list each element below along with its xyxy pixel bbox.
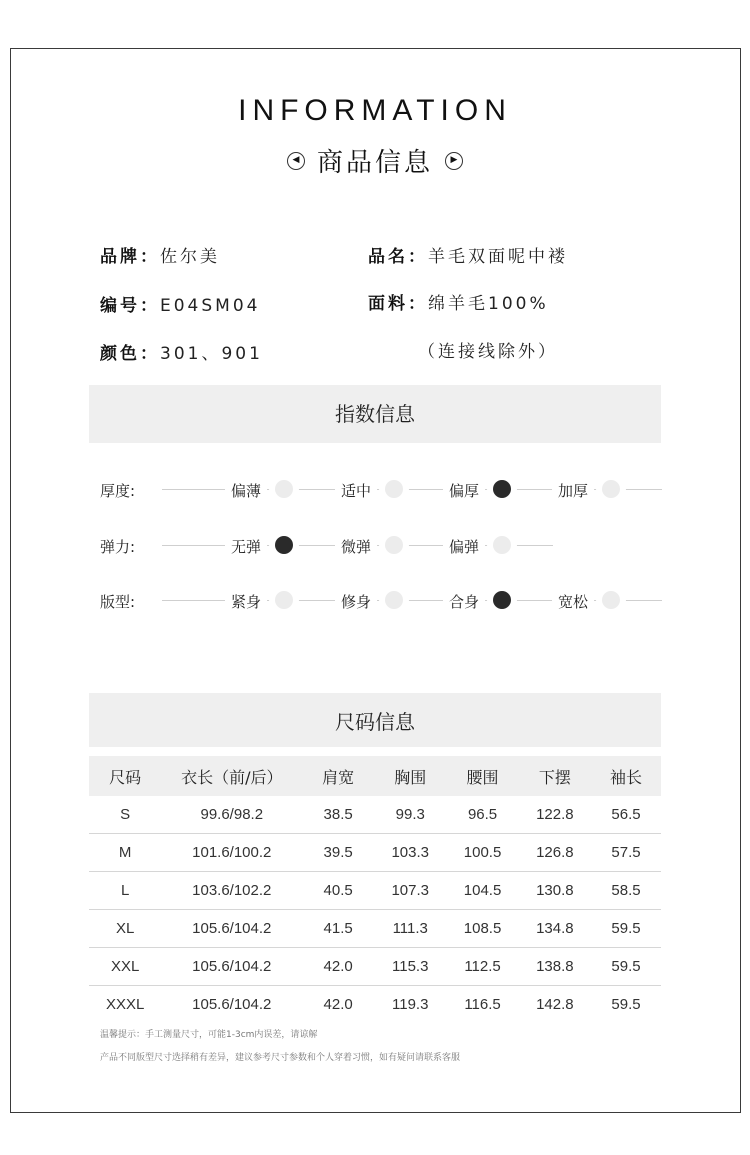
- index-option-label: 加厚: [552, 480, 594, 501]
- right-arrow-icon: ▶: [445, 152, 463, 170]
- product-name-value: 羊毛双面呢中褛: [428, 247, 568, 267]
- brand-label: 品牌：: [100, 247, 160, 267]
- unselected-dot-indicator: [385, 591, 403, 609]
- size-table-header-row: [89, 756, 661, 796]
- size-table-body: [89, 796, 661, 1023]
- unselected-dot-indicator: [385, 536, 403, 554]
- measurement-cell: 99.3: [374, 796, 446, 834]
- left-arrow-icon: ◀: [287, 152, 305, 170]
- size-table-row: [89, 986, 661, 1024]
- title-chinese-text: 商品信息: [316, 148, 433, 178]
- product-name-label: 品名：: [368, 247, 428, 267]
- size-cell: L: [89, 872, 161, 910]
- index-option-label: 合身: [443, 591, 485, 612]
- index-option-label: 宽松: [552, 591, 594, 612]
- selected-dot-indicator: [493, 480, 511, 498]
- size-table-header-cell: 衣长（前/后）: [161, 756, 302, 796]
- measurement-cell: 119.3: [392, 996, 429, 1013]
- index-option-label: 偏厚: [443, 480, 485, 501]
- color-value: 301、901: [160, 344, 263, 364]
- brand-value: 佐尔美: [160, 247, 220, 267]
- code-value: E04SM04: [160, 296, 261, 316]
- unselected-dot-indicator: [275, 591, 293, 609]
- size-table-header-cell: 袖长: [591, 756, 661, 796]
- measurement-cell: 59.5: [591, 948, 661, 986]
- size-table-row: [89, 948, 661, 986]
- index-option-label: 紧身: [225, 591, 267, 612]
- measurement-cell: 107.3: [374, 872, 446, 910]
- measurement-cell: 38.5: [302, 796, 374, 834]
- size-cell: S: [89, 796, 161, 834]
- unselected-dot-indicator: [602, 591, 620, 609]
- size-cell: XXL: [89, 948, 161, 986]
- measurement-cell: 112.5: [446, 948, 518, 986]
- unselected-dot-indicator: [493, 536, 511, 554]
- size-table-header-cell: 肩宽: [302, 756, 374, 796]
- measurement-cell: 122.8: [519, 796, 591, 834]
- color-info: [100, 339, 263, 364]
- unselected-dot-indicator: [385, 480, 403, 498]
- measurement-cell: 115.3: [374, 948, 446, 986]
- size-table-row: [89, 796, 661, 834]
- size-table-header-cell: 胸围: [374, 756, 446, 796]
- measurement-cell: 105.6/104.2: [161, 948, 302, 986]
- measurement-cell: 130.8: [519, 872, 591, 910]
- measurement-cell: 42.0: [302, 948, 374, 986]
- title-english: INFORMATION: [238, 94, 512, 127]
- index-option-label: 偏薄: [225, 480, 267, 501]
- measurement-cell: 111.3: [374, 910, 446, 948]
- measurement-cell: 142.8: [536, 996, 574, 1013]
- unselected-dot-indicator: [275, 480, 293, 498]
- measurement-cell: 103.3: [374, 834, 446, 872]
- measurement-cell: 105.6/104.2: [192, 996, 272, 1013]
- measurement-cell: 58.5: [591, 872, 661, 910]
- measurement-cell: 42.0: [323, 996, 353, 1013]
- measurement-cell: 41.5: [302, 910, 374, 948]
- measurement-cell: 108.5: [446, 910, 518, 948]
- index-row-label: 厚度:: [100, 482, 136, 500]
- measurement-cell: 116.5: [464, 996, 501, 1013]
- index-row-label: 弹力:: [100, 538, 136, 556]
- index-row-label: 版型:: [100, 593, 136, 611]
- index-option-label: 微弹: [335, 536, 377, 557]
- index-option-label: 适中: [335, 480, 377, 501]
- code-label: 编号：: [100, 296, 160, 316]
- fabric-note: （连接线除外）: [418, 342, 558, 362]
- measurement-cell: 104.5: [446, 872, 518, 910]
- measurement-cell: 59.5: [591, 910, 661, 948]
- measurement-cell: 134.8: [519, 910, 591, 948]
- selected-dot-indicator: [493, 591, 511, 609]
- size-table: [89, 756, 661, 1023]
- size-table-row: [89, 834, 661, 872]
- size-table-header-cell: 腰围: [446, 756, 518, 796]
- measurement-cell: 100.5: [446, 834, 518, 872]
- product-name-info: [368, 242, 568, 267]
- title-chinese: [0, 142, 750, 179]
- unselected-dot-indicator: [602, 480, 620, 498]
- size-section-header: 尺码信息: [89, 693, 661, 747]
- measurement-cell: 101.6/100.2: [161, 834, 302, 872]
- fabric-label: 面料：: [368, 294, 428, 314]
- measurement-cell: 56.5: [591, 796, 661, 834]
- measurement-cell: 126.8: [519, 834, 591, 872]
- fabric-info: [368, 289, 549, 314]
- measurement-cell: 138.8: [519, 948, 591, 986]
- measurement-cell: 40.5: [302, 872, 374, 910]
- size-table-header-cell: 尺码: [89, 756, 161, 796]
- size-cell: M: [89, 834, 161, 872]
- measurement-cell: 39.5: [302, 834, 374, 872]
- code-info: [100, 291, 260, 316]
- note-size-advice: 产品不同版型尺寸选择稍有差异，建议参考尺寸参数和个人穿着习惯，如有疑问请联系客服: [100, 1053, 461, 1063]
- note-measurement: 温馨提示：手工测量尺寸，可能1-3cm内误差，请谅解: [100, 1030, 318, 1040]
- size-cell: XXXL: [105, 996, 145, 1013]
- brand-info: [100, 242, 220, 267]
- size-cell: XL: [89, 910, 161, 948]
- index-option-label: 偏弹: [443, 536, 485, 557]
- size-table-row: [89, 872, 661, 910]
- measurement-cell: 59.5: [611, 996, 641, 1013]
- fabric-value: 绵羊毛100%: [428, 294, 549, 314]
- measurement-cell: 57.5: [591, 834, 661, 872]
- measurement-cell: 96.5: [446, 796, 518, 834]
- size-table-row: [89, 910, 661, 948]
- index-option-label: 修身: [335, 591, 377, 612]
- index-section-header: 指数信息: [89, 385, 661, 443]
- index-option-label: 无弹: [225, 536, 267, 557]
- measurement-cell: 105.6/104.2: [161, 910, 302, 948]
- selected-dot-indicator: [275, 536, 293, 554]
- measurement-cell: 99.6/98.2: [161, 796, 302, 834]
- measurement-cell: 103.6/102.2: [161, 872, 302, 910]
- size-table-header-cell: 下摆: [519, 756, 591, 796]
- color-label: 颜色：: [100, 344, 160, 364]
